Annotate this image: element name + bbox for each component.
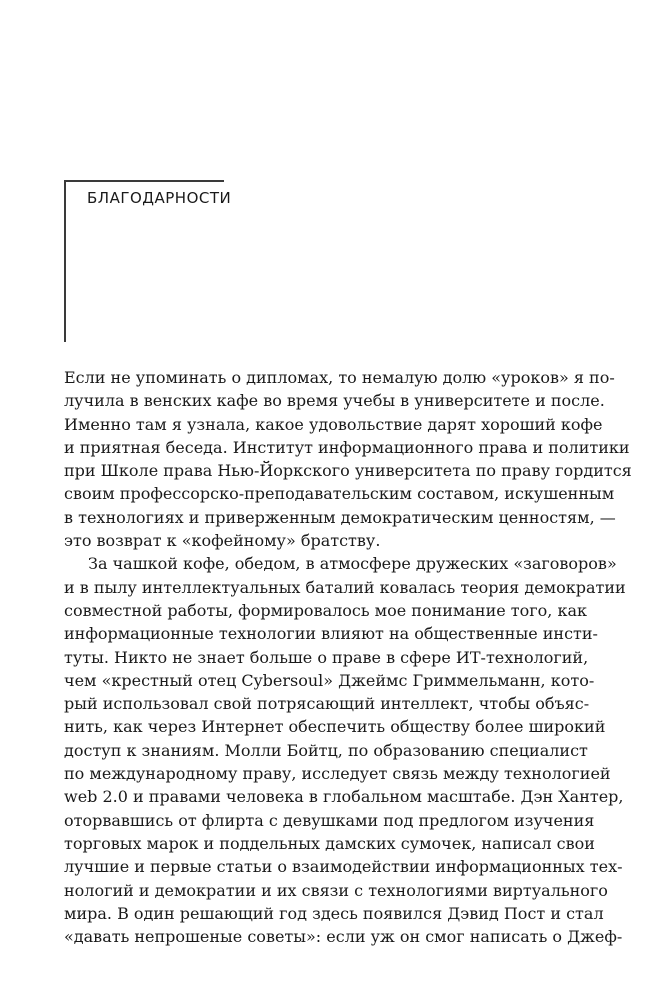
- paragraph-2: [64, 552, 626, 948]
- text-line: Именно там я узнала, какое удовольствие дарят хороший кофе: [64, 414, 603, 434]
- body-text: [64, 366, 632, 948]
- text-line: мира. В один решающий год здесь появился Дэвид Пост и стал: [64, 903, 604, 923]
- paragraph-1: [64, 366, 632, 552]
- text-line: За чашкой кофе, обедом, в атмосфере дружеских «заговоров»: [88, 554, 617, 574]
- text-line: в технологиях и приверженным демократическим ценностям, —: [64, 507, 616, 527]
- text-line: по международному праву, исследует связь между технологией: [64, 764, 611, 784]
- chapter-heading: БЛАГОДАРНОСТИ: [87, 189, 232, 207]
- text-line: лучшие и первые статьи о взаимодействии информационных тех-: [64, 857, 623, 877]
- text-line: чем «крестный отец Cybersoul» Джеймс Гриммельманн, кото-: [64, 670, 595, 690]
- text-line: нить, как через Интернет обеспечить обществу более широкий: [64, 717, 606, 737]
- text-line: рый использовал свой потрясающий интеллект, чтобы объяс-: [64, 694, 590, 714]
- text-line: web 2.0 и правами человека в глобальном масштабе. Дэн Хантер,: [64, 787, 624, 807]
- text-line: Если не упоминать о дипломах, то немалую долю «уроков» я по-: [64, 368, 615, 387]
- text-line: своим профессорско-преподавательским составом, искушенным: [64, 484, 615, 504]
- text-line: доступ к знаниям. Молли Бойтц, по образованию специалист: [64, 740, 588, 760]
- text-line: и в пылу интеллектуальных баталий ковалась теория демократии: [64, 577, 626, 597]
- text-line: при Школе права Нью-Йоркского университета по праву гордится: [64, 461, 632, 481]
- text-line: это возврат к «кофейному» братству.: [64, 531, 381, 551]
- text-line: и приятная беседа. Институт информационного права и политики: [64, 437, 630, 457]
- text-line: лучила в венских кафе во время учебы в университете и после.: [64, 391, 605, 411]
- text-line: нологий и демократии и их связи с технологиями виртуального: [64, 880, 608, 900]
- text-line: «давать непрошеные советы»: если уж он смог написать о Джеф-: [64, 927, 623, 947]
- text-line: информационные технологии влияют на общественные инсти-: [64, 624, 598, 644]
- text-line: совместной работы, формировалось мое понимание того, как: [64, 600, 587, 620]
- text-line: оторвавшись от флирта с девушками под предлогом изучения: [64, 810, 595, 830]
- text-line: туты. Никто не знает больше о праве в сфере ИТ-технологий,: [64, 647, 589, 667]
- text-line: торговых марок и поддельных дамских сумочек, написал свои: [64, 833, 595, 853]
